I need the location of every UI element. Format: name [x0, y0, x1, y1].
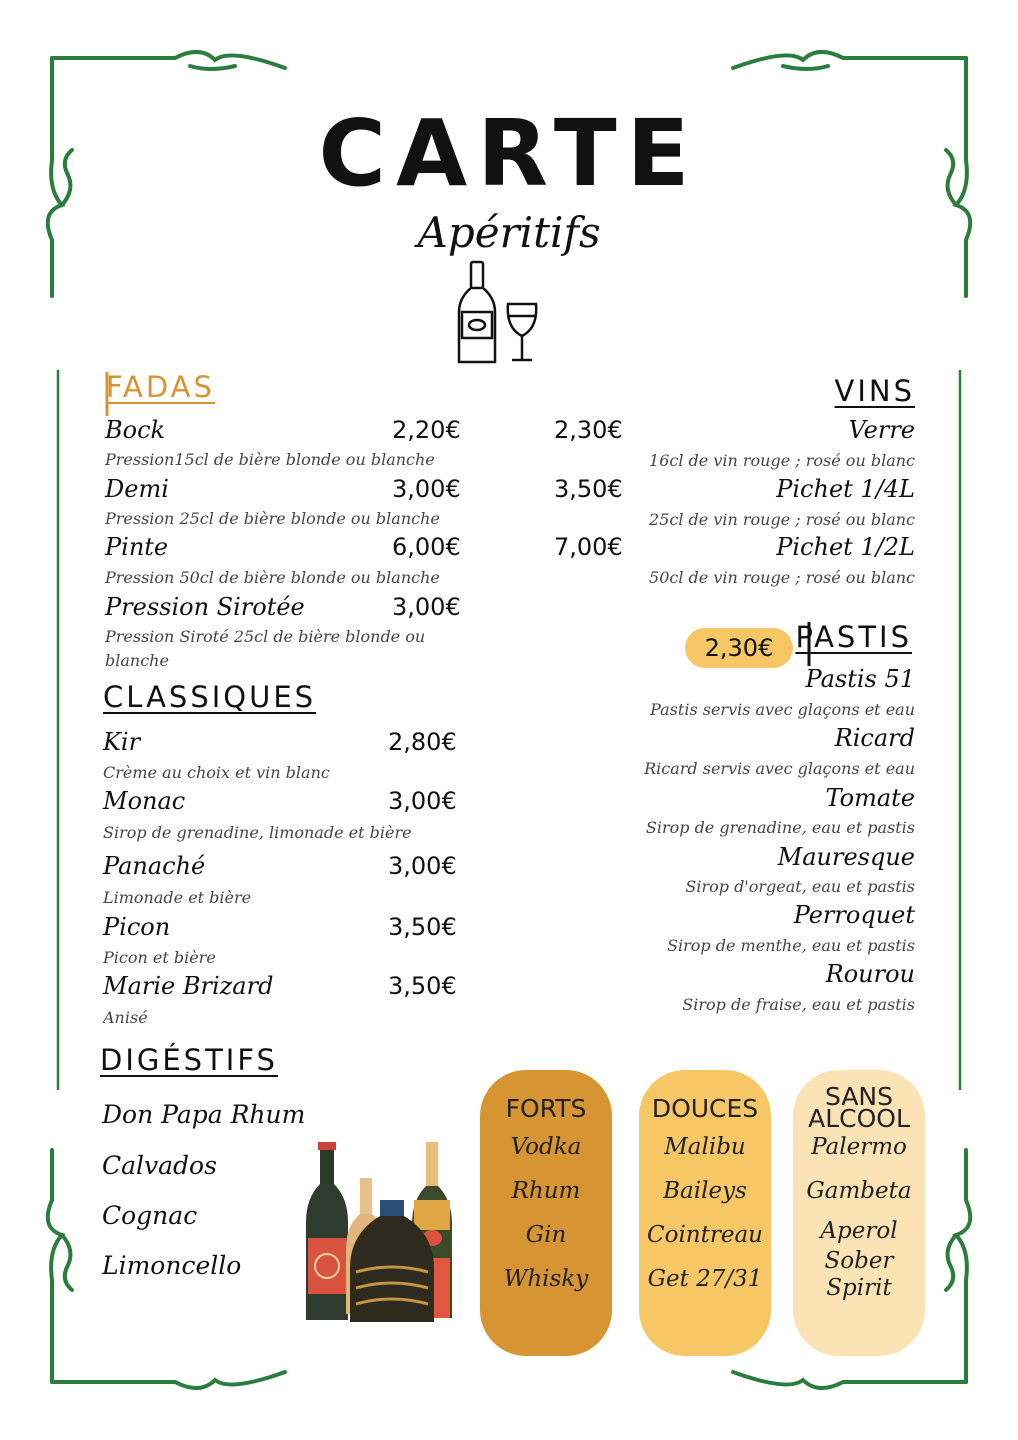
fadas-item-name: Pinte: [105, 533, 169, 561]
fadas-item-desc: Pression Siroté 25cl de bière blonde ou: [105, 627, 426, 646]
classiques-item-desc: Anisé: [103, 1008, 148, 1027]
fadas-item-name: Pression Sirotée: [105, 593, 305, 621]
bottles-illustration: [300, 1138, 460, 1328]
vins-item-name: Pichet 1/2L: [776, 533, 915, 561]
classiques-heading: CLASSIQUES: [103, 680, 317, 714]
sans-alcool-heading: SANS: [824, 1082, 893, 1111]
fadas-item-desc: Pression 25cl de bière blonde ou blanche: [105, 509, 440, 528]
vins-item-price: 2,30€: [554, 416, 623, 444]
digestif-item: Don Papa Rhum: [102, 1100, 306, 1129]
classiques-item-price: 3,50€: [388, 913, 457, 941]
pastis-item-desc: Sirop de menthe, eau et pastis: [667, 936, 915, 955]
page-subtitle: Apéritifs: [417, 208, 601, 257]
fadas-heading-bar: [104, 372, 110, 416]
pastis-item-desc: Pastis servis avec glaçons et eau: [650, 700, 915, 719]
classiques-item-name: Picon: [103, 913, 171, 941]
pastis-item-name: Ricard: [834, 724, 915, 752]
pastis-item-desc: Sirop de grenadine, eau et pastis: [645, 818, 915, 837]
pastis-price-badge: [685, 628, 793, 668]
classiques-item-price: 3,00€: [388, 787, 457, 815]
fadas-item-name: Bock: [105, 416, 166, 444]
sans-alcool-card: [793, 1070, 925, 1356]
fadas-item-price: 3,00€: [392, 475, 461, 503]
sans-alcool-item: Spirit: [826, 1275, 892, 1301]
fadas-item-desc: blanche: [105, 651, 169, 670]
fadas-item-price: 6,00€: [392, 533, 461, 561]
fadas-item-price: 3,00€: [392, 593, 461, 621]
vins-item-desc: 16cl de vin rouge ; rosé ou blanc: [649, 451, 915, 470]
pastis-item-name: Rourou: [825, 960, 915, 988]
fadas-item-name: Demi: [105, 475, 169, 503]
douces-item: Malibu: [664, 1134, 746, 1160]
classiques-item-desc: Sirop de grenadine, limonade et bière: [103, 823, 412, 842]
vins-item-price: 3,50€: [554, 475, 623, 503]
sans-alcool-item: Gambeta: [806, 1178, 912, 1204]
pastis-price: 2,30€: [704, 634, 774, 662]
pastis-item-name: Mauresque: [777, 843, 915, 871]
wine-bottle-glass-icon: [440, 258, 550, 368]
classiques-item-name: Monac: [103, 787, 186, 815]
pastis-item-name: Perroquet: [793, 901, 915, 929]
digestifs-heading: DIGÉSTIFS: [100, 1043, 278, 1077]
classiques-item-name: Panaché: [103, 852, 206, 880]
forts-heading: FORTS: [505, 1094, 587, 1123]
douces-item: Cointreau: [647, 1222, 763, 1248]
forts-item: Whisky: [503, 1266, 589, 1292]
fadas-item-price: 2,20€: [392, 416, 461, 444]
digestif-item: Cognac: [102, 1201, 198, 1230]
sans-alcool-heading: ALCOOL: [808, 1104, 910, 1133]
vins-item-name: Verre: [848, 416, 915, 444]
classiques-item-price: 2,80€: [388, 728, 457, 756]
sans-alcool-item: Sober: [824, 1248, 894, 1274]
vins-item-desc: 50cl de vin rouge ; rosé ou blanc: [649, 568, 915, 587]
sans-alcool-item: Palermo: [811, 1134, 907, 1160]
classiques-item-name: Marie Brizard: [103, 972, 274, 1000]
pastis-item-desc: Sirop d'orgeat, eau et pastis: [685, 877, 915, 896]
classiques-item-price: 3,50€: [388, 972, 457, 1000]
fadas-heading: FADAS: [106, 370, 215, 404]
digestif-item: Limoncello: [102, 1251, 242, 1280]
forts-card: [480, 1070, 612, 1356]
forts-item: Rhum: [511, 1178, 581, 1204]
vins-item-name: Pichet 1/4L: [776, 475, 915, 503]
forts-item: Gin: [525, 1222, 567, 1248]
classiques-item-desc: Picon et bière: [103, 948, 216, 967]
sans-alcool-item: Aperol: [820, 1218, 898, 1244]
douces-card: [639, 1070, 771, 1356]
pastis-heading-bar: [806, 622, 812, 666]
pastis-item-desc: Sirop de fraise, eau et pastis: [682, 995, 915, 1014]
douces-item: Get 27/31: [647, 1266, 763, 1292]
classiques-item-price: 3,00€: [388, 852, 457, 880]
douces-item: Baileys: [663, 1178, 747, 1204]
digestif-item: Calvados: [102, 1151, 217, 1180]
fadas-item-desc: Pression15cl de bière blonde ou blanche: [105, 450, 435, 469]
pastis-heading: PASTIS: [795, 620, 912, 654]
classiques-item-name: Kir: [103, 728, 141, 756]
douces-heading: DOUCES: [651, 1094, 759, 1123]
vins-heading: VINS: [834, 374, 915, 408]
page-title: CARTE: [318, 100, 700, 207]
forts-item: Vodka: [510, 1134, 582, 1160]
classiques-item-desc: Limonade et bière: [103, 888, 252, 907]
vins-item-desc: 25cl de vin rouge ; rosé ou blanc: [649, 510, 915, 529]
fadas-item-desc: Pression 50cl de bière blonde ou blanche: [105, 568, 440, 587]
pastis-item-name: Tomate: [825, 784, 915, 812]
pastis-item-name: Pastis 51: [805, 665, 915, 693]
pastis-item-desc: Ricard servis avec glaçons et eau: [644, 759, 915, 778]
classiques-item-desc: Crème au choix et vin blanc: [103, 763, 330, 782]
vins-item-price: 7,00€: [554, 533, 623, 561]
